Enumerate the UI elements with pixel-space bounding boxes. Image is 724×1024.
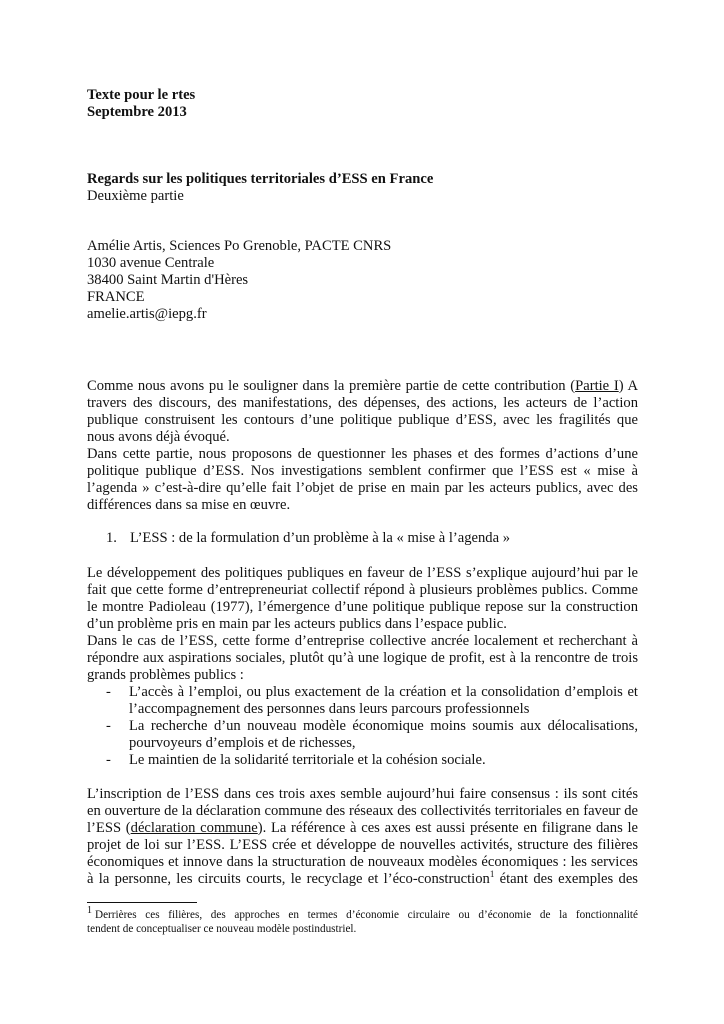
text-line: politique publique d’ESS. Nos investigations semblent confirmer que l’ESS est « mise à — [87, 463, 638, 479]
text-line: Dans cette partie, nous proposons de questionner les phases et des formes d’actions d’une — [87, 446, 638, 462]
footnote-mark: 1 — [87, 905, 92, 917]
text-line: La recherche d’un nouveau modèle économique moins soumis aux délocalisations, — [129, 718, 638, 734]
declaration-commune-link[interactable]: déclaration commune — [130, 820, 258, 836]
document-header — [87, 87, 638, 121]
text-segment: à la personne, les circuits courts, le recyclage et l’éco-construction — [87, 871, 490, 887]
section-heading: L’ESS : de la formulation d’un problème à la « mise à l’agenda » — [130, 530, 511, 546]
text-line: l’accompagnement des personnes dans leurs parcours professionnels — [129, 701, 530, 717]
header-line-1: Texte pour le rtes — [87, 87, 196, 103]
text-segment: ). La référence à ces axes est aussi présente en filigrane dans le — [257, 820, 638, 836]
intro-paragraph — [87, 378, 638, 514]
text-line: d’un problème pris en main par les acteurs publics dans l’espace public. — [87, 616, 507, 632]
document-subtitle: Deuxième partie — [87, 188, 184, 204]
bullet-item-3 — [129, 752, 638, 769]
text-line: pourvoyeurs d’emplois et de richesses, — [129, 735, 356, 751]
footnote-reference[interactable]: 1 — [489, 869, 495, 880]
text-line: fait que cette forme d’entrepreneuriat collectif répond à plusieurs problèmes publics. Comme — [87, 582, 638, 598]
partie-1-link[interactable]: Partie I — [575, 378, 619, 394]
bullet-dash: - — [106, 684, 111, 700]
text-line: en ouverture de la déclaration commune des réseaux des collectivités territoriales en faveur de — [87, 803, 638, 819]
document-title-block — [87, 171, 638, 205]
bullet-item-2 — [129, 718, 638, 752]
paragraph-2 — [87, 565, 638, 684]
text-line: travers des discours, des manifestations, des dépenses, des actions, les acteurs de l’action — [87, 395, 638, 411]
header-line-2: Septembre 2013 — [87, 104, 187, 120]
bullet-dash: - — [106, 718, 111, 734]
text-line: grands problèmes publics : — [87, 667, 244, 683]
footnote-divider — [87, 902, 197, 903]
text-line: L’inscription de l’ESS dans ces trois axes semble aujourd’hui faire consensus : ils sont cités — [87, 786, 638, 802]
text-line: répondre aux aspirations sociales, plutôt qu’à une logique de profit, est à la rencontre de trois — [87, 650, 638, 666]
text-line: différences dans sa mise en œuvre. — [87, 497, 291, 513]
text-segment: Comme nous avons pu le souligner dans la première partie de cette contribution ( — [87, 378, 576, 394]
bullet-item-1 — [129, 684, 638, 718]
bullet-dash: - — [106, 752, 111, 768]
author-address-city: 38400 Saint Martin d'Hères — [87, 272, 249, 288]
section-number: 1. — [106, 530, 117, 546]
text-segment: Derrières ces filières, des approches en termes d’économie circulaire ou d’économie de la fonctionnalité — [95, 909, 638, 921]
document-title: Regards sur les politiques territoriales d’ESS en France — [87, 171, 434, 187]
text-line: économiques et innove dans la structuration de nouveaux modèles économiques : les services — [87, 854, 638, 870]
text-segment: ) A — [618, 378, 638, 394]
text-line — [87, 871, 638, 888]
author-name: Amélie Artis, Sciences Po Grenoble, PACTE CNRS — [87, 238, 392, 254]
text-line: le montre Padioleau (1977), l’émergence d’une politique publique repose sur la construction — [87, 599, 638, 615]
text-line: l’agenda » c’est-à-dire qu’elle fait l’objet de prise en main par les acteurs publics, avec des — [87, 480, 638, 496]
author-address-country: FRANCE — [87, 289, 145, 305]
text-line — [87, 905, 638, 922]
text-line: tendent de conceptualiser ce nouveau modèle postindustriel. — [87, 923, 357, 935]
author-block — [87, 238, 638, 323]
text-line: projet de loi sur l’ESS. L’ESS crée et développe de nouvelles activités, structure des filières — [87, 837, 638, 853]
text-segment: l’ESS ( — [87, 820, 131, 836]
text-segment: étant des exemples des — [494, 871, 638, 887]
text-line: publique construisent les contours d’une politique publique d’ESS, avec les fragilités que — [87, 412, 638, 428]
footnote — [87, 905, 638, 936]
text-line: Dans le cas de l’ESS, cette forme d’entreprise collective ancrée localement et recherchant à — [87, 633, 638, 649]
text-line — [87, 378, 638, 395]
text-line: nous avons déjà évoqué. — [87, 429, 230, 445]
paragraph-3 — [87, 786, 638, 888]
text-line: Le développement des politiques publiques en faveur de l’ESS s’explique aujourd’hui par le — [87, 565, 638, 581]
text-line — [87, 820, 638, 837]
author-email[interactable]: amelie.artis@iepg.fr — [87, 306, 207, 322]
text-line: Le maintien de la solidarité territoriale et la cohésion sociale. — [129, 752, 486, 768]
text-line: L’accès à l’emploi, ou plus exactement de la création et la consolidation d’emplois et — [129, 684, 638, 700]
author-address-street: 1030 avenue Centrale — [87, 255, 215, 271]
